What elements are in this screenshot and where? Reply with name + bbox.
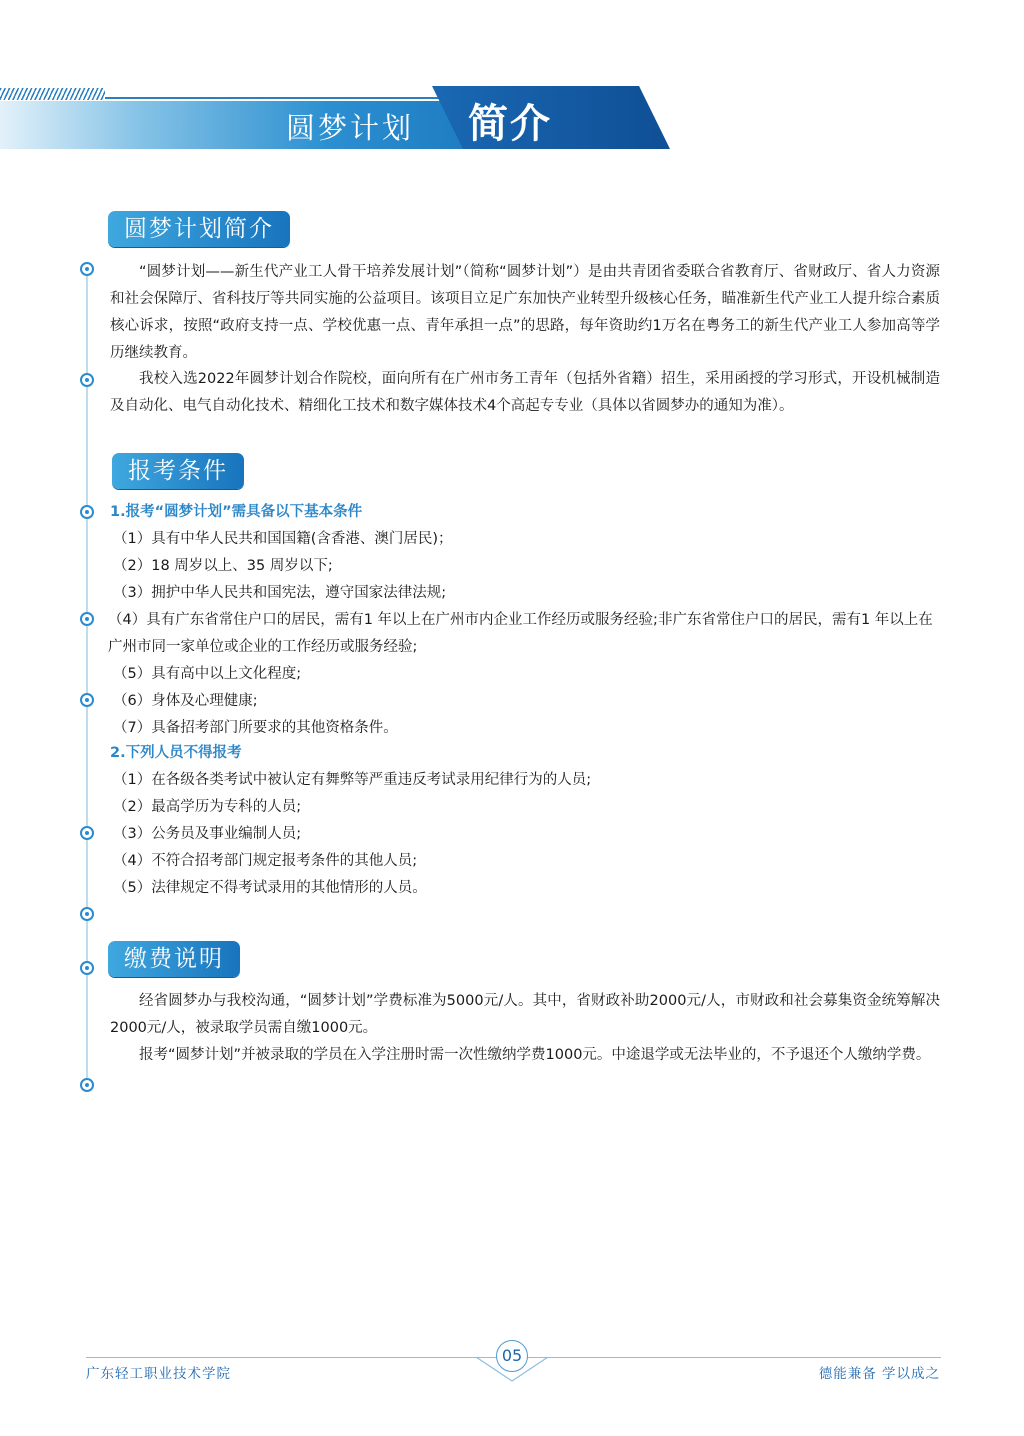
list-item: （3）拥护中华人民共和国宪法，遵守国家法律法规; xyxy=(113,585,447,601)
fees-paragraph-2: 报考“圆梦计划”并被录取的学员在入学注册时需一次性缴纳学费1000元。中途退学或无法毕业的，不予退还个人缴纳学费。 xyxy=(139,1047,931,1063)
list-item: （5）法律规定不得考试录用的其他情形的人员。 xyxy=(113,880,427,896)
list-item: （6）身体及心理健康; xyxy=(113,693,258,709)
section-heading-conditions: 报考条件 xyxy=(112,453,244,489)
footer-motto: 德能兼备 学以成之 xyxy=(818,1366,940,1382)
list-item: （4）具有广东省常住户口的居民，需有1 年以上在广州市内企业工作经历或服务经验;非广东省常住户口的居民，需有1 年以上在广州市同一家单位或企业的工作经历或服务经验; xyxy=(108,612,933,655)
header-title: 圆梦计划 xyxy=(286,111,415,145)
timeline-dot xyxy=(80,505,94,519)
intro-paragraph-1: “圆梦计划——新生代产业工人骨干培养发展计划”（简称“圆梦计划”）是由共青团省委联合省教育厅、省财政厅、省人力资源和社会保障厅、省科技厅等共同实施的公益项目。该项目立足广东加快产业转型升级核心任务，瞄准新生代产业工人提升综合素质核心诉求，按照“政府支持一点、学校优惠一点、青年承担一点”的思路，每年资助约1万名在粤务工的新生代产业工人参加高等学历继续教育。 xyxy=(110,264,940,361)
fees-paragraph-1: 经省圆梦办与我校沟通，“圆梦计划”学费标准为5000元/人。其中，省财政补助2000元/人，市财政和社会募集资金统筹解决2000元/人，被录取学员需自缴1000元。 xyxy=(110,993,940,1036)
list-item: （7）具备招考部门所要求的其他资格条件。 xyxy=(113,720,398,736)
timeline-dot xyxy=(80,907,94,921)
timeline-dot xyxy=(80,826,94,840)
conditions-subheading-2: 2.下列人员不得报考 xyxy=(110,745,242,761)
timeline-dot xyxy=(80,1078,94,1092)
list-item: （3）公务员及事业编制人员; xyxy=(113,826,302,842)
footer-school-name: 广东轻工职业技术学院 xyxy=(86,1366,231,1382)
conditions-list-1 xyxy=(108,526,943,742)
header-hatch-decoration xyxy=(0,88,105,100)
conditions-list-2 xyxy=(113,767,943,902)
page-number: 05 xyxy=(496,1340,528,1372)
list-item: （2）18 周岁以上、35 周岁以下; xyxy=(113,558,333,574)
list-item: （2）最高学历为专科的人员; xyxy=(113,799,302,815)
conditions-subheading-1: 1.报考“圆梦计划”需具备以下基本条件 xyxy=(110,504,363,520)
header-subtitle: 简介 xyxy=(468,101,552,147)
timeline-dot xyxy=(80,612,94,626)
section-heading-intro: 圆梦计划简介 xyxy=(108,211,290,247)
timeline-dot xyxy=(80,961,94,975)
timeline-dot xyxy=(80,693,94,707)
list-item: （5）具有高中以上文化程度; xyxy=(113,666,302,682)
list-item: （4）不符合招考部门规定报考条件的其他人员; xyxy=(113,853,418,869)
section-heading-fees: 缴费说明 xyxy=(108,941,240,977)
list-item: （1）具有中华人民共和国国籍(含香港、澳门居民)； xyxy=(113,531,453,547)
intro-paragraph-2: 我校入选2022年圆梦计划合作院校，面向所有在广州市务工青年（包括外省籍）招生，采用函授的学习形式，开设机械制造及自动化、电气自动化技术、精细化工技术和数字媒体技术4个高起专专业（具体以省圆梦办的通知为准）。 xyxy=(110,371,940,414)
timeline-dot xyxy=(80,262,94,276)
timeline-dot xyxy=(80,373,94,387)
header-rule xyxy=(105,97,445,99)
list-item: （1）在各级各类考试中被认定有舞弊等严重违反考试录用纪律行为的人员; xyxy=(113,772,592,788)
